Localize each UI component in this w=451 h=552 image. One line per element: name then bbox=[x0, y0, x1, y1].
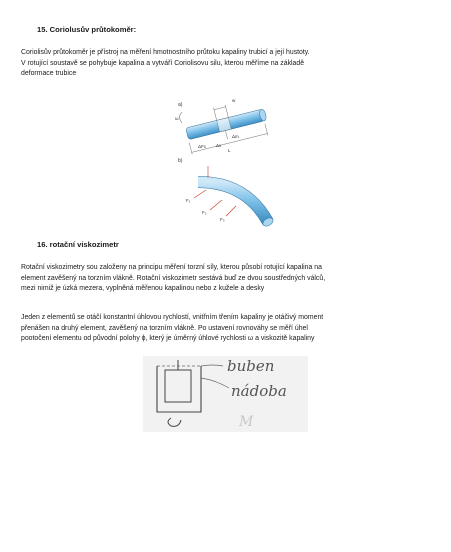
paragraph-line: V rotující soustavě se pohybuje kapalina a vytváří Coriolisovu silu, kterou měříme na základě bbox=[21, 59, 305, 67]
figure-label-a: a) bbox=[178, 102, 183, 108]
paragraph-line: Jeden z elementů se otáčí konstantní úhlovou rychlostí, vnitřním třením kapaliny je otáčivý moment bbox=[21, 314, 324, 321]
sketch-label-buben: buben bbox=[227, 357, 275, 375]
force-arrow bbox=[210, 200, 222, 210]
force-arrow bbox=[194, 190, 206, 198]
figure-label-dfc: ΔFc bbox=[198, 144, 207, 149]
figure-label-dm: Δm bbox=[232, 134, 239, 139]
section-16-paragraph-1 bbox=[21, 263, 439, 295]
viscometer-sketch bbox=[143, 356, 308, 432]
paragraph-line: mezi nimiž je úzká mezera, vyplněná měřenou kapalinou nebo z kužele a desky bbox=[21, 285, 265, 292]
figure-label-dx: Δx bbox=[216, 143, 222, 148]
section-15-heading: 15. Coriolusův průtokoměr: bbox=[37, 25, 137, 34]
figure-label-F3: F₃ bbox=[220, 217, 225, 222]
paragraph-line: přenášen na druhý element, zavěšený na torzním vlákně. Po ustavení rovnováhy se měří úhel bbox=[21, 324, 308, 332]
sketch-label-M: M bbox=[239, 414, 254, 430]
figure-label-L: L bbox=[228, 148, 231, 153]
paragraph-line: Rotační viskozimetry sou založeny na principu měření torzní síly, kterou působí rotující kapalina na bbox=[21, 264, 322, 271]
paragraph-line: Coriolisův průtokoměr je přístroj na měření hmotnostního průtoku kapaliny trubicí a její hustoty. bbox=[21, 49, 310, 56]
figure-label-F2: F₂ bbox=[202, 210, 207, 215]
rotation-arrow bbox=[180, 112, 183, 123]
force-arrow bbox=[226, 206, 236, 216]
figure-label-b: b) bbox=[178, 158, 183, 164]
straight-tube bbox=[183, 96, 271, 154]
figure-label-omega: ω bbox=[175, 116, 179, 121]
sketch-label-nadoba: nádoba bbox=[231, 382, 287, 400]
figure-label-w: w bbox=[232, 98, 236, 103]
coriolis-flowmeter-figure bbox=[168, 90, 288, 235]
section-16-paragraph-2 bbox=[21, 313, 439, 345]
paragraph-line: deformace trubice bbox=[21, 70, 77, 77]
paragraph-line: pootočení elementu od původní polohy ϕ, který je úměrný úhlové rychlosti ω a viskozitě kapaliny bbox=[21, 335, 315, 342]
section-15-paragraph bbox=[21, 48, 439, 80]
paragraph-line: element zavěšený na torzním vlákně. Rotační viskozimetr sestává buď ze dvou soustředných válců, bbox=[21, 274, 326, 282]
figure-label-F1: F₁ bbox=[186, 198, 191, 203]
section-16-heading: 16. rotační viskozimetr bbox=[37, 240, 119, 249]
